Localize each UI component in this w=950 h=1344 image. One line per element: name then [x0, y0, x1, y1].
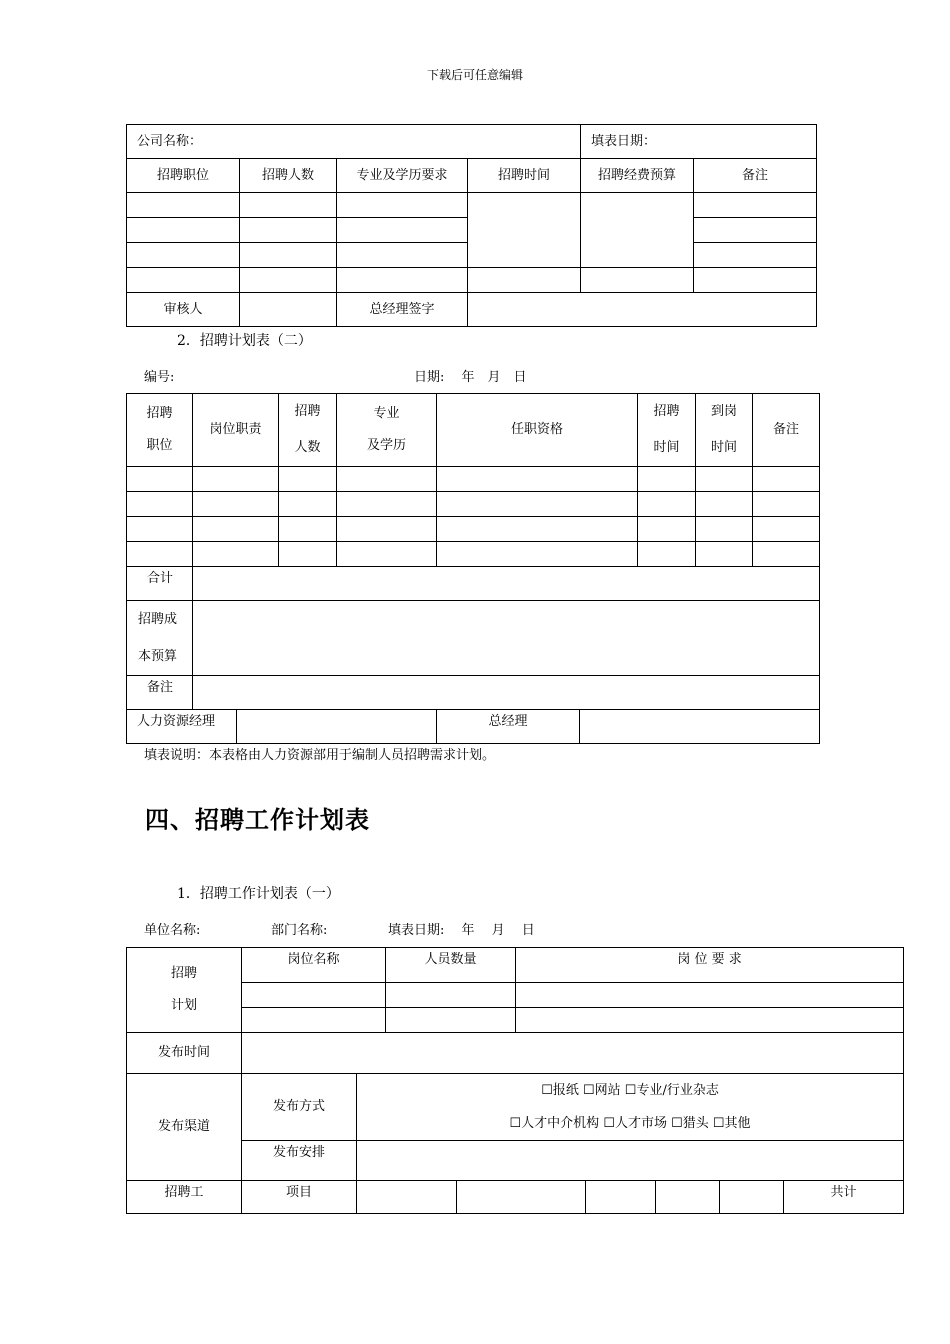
table-cell[interactable] — [696, 492, 753, 517]
table-cell[interactable] — [127, 268, 240, 293]
col-requirement: 岗 位 要 求 — [516, 948, 904, 983]
company-name-field[interactable] — [127, 125, 581, 159]
table-cell[interactable] — [437, 517, 638, 542]
section-title: 四、招聘工作计划表 — [145, 805, 370, 834]
table-cell[interactable] — [696, 542, 753, 567]
table-cell[interactable] — [753, 517, 820, 542]
dept-name-label: 部门名称: — [271, 923, 328, 938]
unit-name-label: 单位名称: — [144, 923, 201, 938]
table-cell[interactable] — [240, 218, 337, 243]
publish-options-row-1[interactable]: ☐报纸 ☐网站 ☐专业/行业杂志 — [541, 1083, 719, 1098]
gm-sign-label: 总经理签字 — [337, 293, 468, 327]
table-cell[interactable] — [696, 467, 753, 492]
hr-manager-field[interactable] — [237, 710, 437, 744]
cost-budget-label: 招聘成 本预算 — [127, 601, 193, 676]
table-cell[interactable] — [437, 542, 638, 567]
table-cell[interactable] — [193, 492, 279, 517]
table-cell[interactable] — [337, 467, 437, 492]
header-count: 招聘 人数 — [279, 394, 337, 467]
publish-options-row-2[interactable]: ☐人才中介机构 ☐人才市场 ☐猎头 ☐其他 — [509, 1116, 751, 1131]
total-field[interactable] — [193, 567, 820, 601]
gm-sign-field[interactable] — [468, 293, 817, 327]
publish-method-label: 发布方式 — [242, 1074, 357, 1141]
table-cell[interactable] — [656, 1181, 720, 1214]
table-cell[interactable] — [457, 1181, 586, 1214]
table-cell[interactable] — [279, 517, 337, 542]
table-cell[interactable] — [753, 492, 820, 517]
table-cell[interactable] — [193, 517, 279, 542]
table-cell[interactable] — [386, 983, 516, 1008]
header-budget: 招聘经费预算 — [581, 159, 694, 193]
header-duty: 岗位职责 — [193, 394, 279, 467]
header-remark: 备注 — [753, 394, 820, 467]
table-cell[interactable] — [437, 467, 638, 492]
fill-date-label: 填表日期： — [591, 133, 657, 149]
publish-method-options[interactable] — [357, 1074, 904, 1141]
publish-time-field[interactable] — [242, 1033, 904, 1074]
table-cell[interactable] — [337, 218, 468, 243]
table-cell[interactable] — [337, 193, 468, 218]
publish-schedule-label: 发布安排 — [242, 1141, 357, 1181]
hr-manager-label: 人力资源经理 — [127, 710, 237, 744]
header-time: 招聘时间 — [468, 159, 581, 193]
table-cell[interactable] — [694, 218, 817, 243]
table-cell[interactable] — [696, 517, 753, 542]
table-cell[interactable] — [753, 542, 820, 567]
reviewer-field[interactable] — [240, 293, 337, 327]
table-cell[interactable] — [337, 243, 468, 268]
table-cell[interactable] — [468, 268, 581, 293]
table-cell[interactable] — [337, 517, 437, 542]
table-cell[interactable] — [242, 1008, 386, 1033]
table-cell[interactable] — [127, 193, 240, 218]
header-major: 专业 及学历 — [337, 394, 437, 467]
table-cell[interactable] — [279, 467, 337, 492]
plan-label: 招聘 计划 — [127, 948, 242, 1033]
table-cell[interactable] — [638, 517, 696, 542]
header-major: 专业及学历要求 — [337, 159, 468, 193]
table-cell[interactable] — [337, 492, 437, 517]
publish-time-label: 发布时间 — [127, 1033, 242, 1074]
total-label: 共计 — [784, 1181, 904, 1214]
gm-label: 总经理 — [437, 710, 580, 744]
table-cell[interactable] — [337, 542, 437, 567]
table-cell[interactable] — [240, 243, 337, 268]
header-arrival-time: 到岗 时间 — [696, 394, 753, 467]
table-cell[interactable] — [127, 467, 193, 492]
table-cell[interactable] — [193, 467, 279, 492]
table-cell[interactable] — [638, 542, 696, 567]
table-cell[interactable] — [242, 983, 386, 1008]
publish-schedule-field[interactable] — [357, 1141, 904, 1181]
table-cell[interactable] — [386, 1008, 516, 1033]
fill-date-field[interactable] — [581, 125, 817, 159]
table-cell[interactable] — [127, 517, 193, 542]
table-cell[interactable] — [337, 268, 468, 293]
header-position: 招聘 职位 — [127, 394, 193, 467]
table-cell[interactable] — [638, 492, 696, 517]
header-note: 下载后可任意编辑 — [426, 68, 523, 82]
table-cell[interactable] — [279, 492, 337, 517]
fill-date-label: 填表日期: 年 月 日 — [388, 923, 535, 938]
plan2-number-label: 编号: — [144, 370, 175, 385]
plan2-caption: 2．招聘计划表（二） — [177, 333, 312, 349]
plan2-note: 填表说明：本表格由人力资源部用于编制人员招聘需求计划。 — [144, 748, 496, 763]
reviewer-label: 审核人 — [127, 293, 240, 327]
work-label: 招聘工 — [127, 1181, 242, 1214]
table-cell-merged[interactable] — [581, 193, 694, 268]
table-cell[interactable] — [127, 218, 240, 243]
table-cell-merged[interactable] — [468, 193, 581, 268]
col-count: 人员数量 — [386, 948, 516, 983]
table-cell[interactable] — [516, 1008, 904, 1033]
table-cell[interactable] — [357, 1181, 457, 1214]
total-label: 合计 — [127, 567, 193, 601]
section4-caption: 1．招聘工作计划表（一） — [177, 886, 340, 902]
header-recruit-time: 招聘 时间 — [638, 394, 696, 467]
cost-budget-field[interactable] — [193, 601, 820, 676]
header-remark: 备注 — [694, 159, 817, 193]
table-cell[interactable] — [437, 492, 638, 517]
header-count: 招聘人数 — [240, 159, 337, 193]
item-label: 项目 — [242, 1181, 357, 1214]
recruitment-work-plan-table — [126, 947, 904, 1214]
table-cell[interactable] — [240, 268, 337, 293]
table-cell[interactable] — [127, 492, 193, 517]
remark-field[interactable] — [193, 676, 820, 710]
table-cell[interactable] — [193, 542, 279, 567]
table-cell[interactable] — [240, 193, 337, 218]
col-position: 岗位名称 — [242, 948, 386, 983]
table-cell[interactable] — [694, 243, 817, 268]
table-cell[interactable] — [638, 467, 696, 492]
table-cell[interactable] — [516, 983, 904, 1008]
plan2-date-label: 日期: 年 月 日 — [414, 370, 527, 385]
channel-label: 发布渠道 — [127, 1074, 242, 1181]
table-cell[interactable] — [694, 193, 817, 218]
remark-label: 备注 — [127, 676, 193, 710]
recruitment-plan-table-2 — [126, 393, 820, 744]
header-position: 招聘职位 — [127, 159, 240, 193]
header-qualification: 任职资格 — [437, 394, 638, 467]
table-cell[interactable] — [694, 268, 817, 293]
table-cell[interactable] — [127, 542, 193, 567]
table-cell[interactable] — [127, 243, 240, 268]
table-cell[interactable] — [720, 1181, 784, 1214]
table-cell[interactable] — [753, 467, 820, 492]
table-cell[interactable] — [586, 1181, 656, 1214]
table-cell[interactable] — [279, 542, 337, 567]
table-cell[interactable] — [581, 268, 694, 293]
gm-field[interactable] — [580, 710, 820, 744]
recruitment-plan-table-1 — [126, 124, 817, 327]
company-name-label: 公司名称： — [137, 133, 203, 149]
